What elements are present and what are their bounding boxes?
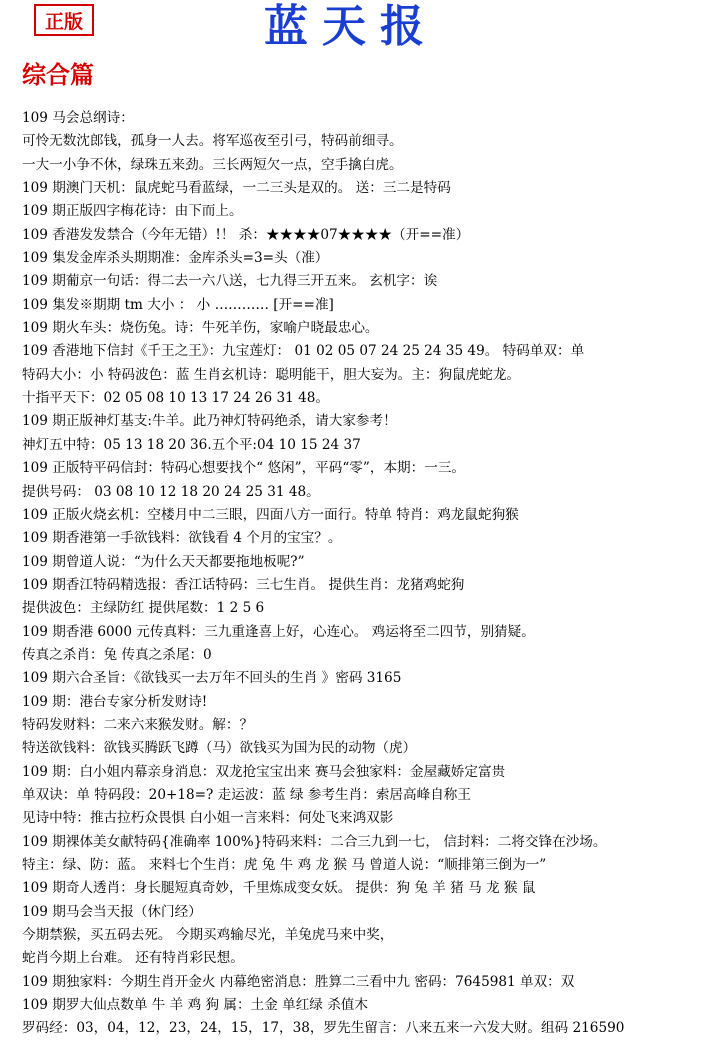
content-line: 109 期：白小姐内幕亲身消息：双龙抢宝宝出来 赛马会独家料：金屋藏娇定富贵 bbox=[22, 763, 506, 780]
content-line: 109 期香港第一手欲钱料：欲钱看 4 个月的宝宝？。 bbox=[22, 530, 342, 547]
content-line: 109 期：港台专家分析发财诗! bbox=[22, 693, 208, 710]
content-line: 109 集发※期期 tm 大小 ： 小 ………… [开==准] bbox=[22, 296, 334, 313]
content-line: 传真之杀肖：兔 传真之杀尾：0 bbox=[22, 646, 212, 663]
content-line: 特主：绿、防：蓝。 来料七个生肖：虎 兔 牛 鸡 龙 猴 马 曾道人说：“顺排第三倒为一” bbox=[22, 857, 547, 873]
content-line: 109 香港地下信封《千王之王》：九宝莲灯： 01 02 05 07 24 25 24 35 49。 特码单双：单 bbox=[22, 343, 585, 360]
content-line: 109 期独家料：今期生肖开金火 内幕绝密消息：胜算二三看中九 密码：7645981 单双：双 bbox=[22, 973, 575, 990]
content-line: 109 期正版四字梅花诗：由下而上。 bbox=[22, 203, 243, 220]
content-line: 见诗中特：推古拉朽众畏惧 白小姐一言来料：何处飞来鸿双影 bbox=[22, 810, 394, 827]
content-line: 109 期裸体美女献特码{准确率 100%}特码来料：二合三九到一七， 信封料：二将交锋在沙场。 bbox=[22, 833, 607, 850]
content-line: 109 马会总纲诗： bbox=[22, 110, 134, 126]
section-heading: 综合篇 bbox=[22, 60, 94, 89]
content-line: 109 期澳门天机：鼠虎蛇马看蓝绿，一二三头是双的。 送：三二是特码 bbox=[22, 180, 451, 197]
content-line: 可怜无数沈郎钱，孤身一人去。将军巡夜至引弓，特码前细寻。 bbox=[22, 133, 403, 150]
content-line: 单双诀：单 特码段：20+18=? 走运波：蓝 绿 参考生肖：索居高峰自称王 bbox=[22, 786, 471, 803]
content-lines bbox=[22, 107, 698, 1041]
content-line: 109 期火车头：烧伤兔。诗：牛死羊伤，家喻户晓最忠心。 bbox=[22, 320, 379, 337]
content-line: 109 正版特平码信封：特码心想要找个“ 悠闲”，平码“零”，本期：一三。 bbox=[22, 460, 466, 477]
content-line: 109 集发金库杀头期期准：金库杀头=3=头（准） bbox=[22, 250, 329, 267]
content-line: 109 期马会当天报（休门经） bbox=[22, 903, 202, 920]
content-line: 今期禁猴，买五码去死。 今期买鸡输尽光，羊兔虎马来中奖， bbox=[22, 927, 394, 944]
content-line: 109 香港发发禁合（今年无错）!！ 杀：★★★★07★★★★（开==准） bbox=[22, 226, 470, 243]
content-line: 109 正版火烧玄机：空楼月中二三眼，四面八方一面行。特单 特肖：鸡龙鼠蛇狗猴 bbox=[22, 506, 519, 523]
content-line: 特码发财料：二来六来猴发财。解：？ bbox=[22, 716, 254, 733]
content-line: 特送欲钱料：欲钱买腾跃飞蹲（马）欲钱买为国为民的动物（虎） bbox=[22, 740, 417, 757]
content-line: 罗码经：03，04，12，23，24，15，17，38，罗先生留言：八来五来一六发大财。组码 216590 bbox=[22, 1020, 625, 1037]
content-line: 109 期香江特码精选报：香江话特码：三七生肖。 提供生肖：龙猪鸡蛇狗 bbox=[22, 576, 465, 593]
content-line: 109 期香港 6000 元传真料：三九重逢喜上好，心连心。 鸡运将至二四节，别猜疑。 bbox=[22, 623, 535, 640]
content-line: 提供号码： 03 08 10 12 18 20 24 25 31 48。 bbox=[22, 483, 320, 500]
content-line: 特码大小：小 特码波色：蓝 生肖玄机诗：聪明能干，胆大妄为。主：狗鼠虎蛇龙。 bbox=[22, 366, 521, 383]
content-line: 提供波色：主绿防红 提供尾数：1 2 5 6 bbox=[22, 600, 265, 617]
content-line: 109 期葡京一句话：得二去一六八送，七九得三开五来。 玄机字：诶 bbox=[22, 273, 438, 290]
content-line: 神灯五中特：05 13 18 20 36.五个平:04 10 15 24 37 bbox=[22, 436, 361, 453]
content-line: 一大一小争不休，绿珠五来劲。三长两短欠一点，空手擒白虎。 bbox=[22, 156, 403, 173]
content-line: 十指平天下：02 05 08 10 13 17 24 26 31 48。 bbox=[22, 390, 330, 407]
newspaper-title: 蓝天报 bbox=[264, 1, 438, 52]
content-line: 109 期六合圣旨：《欲钱买一去万年不回头的生肖 》密码 3165 bbox=[22, 670, 402, 687]
content-line: 109 期罗大仙点数单 牛 羊 鸡 狗 属：土金 单红绿 杀值木 bbox=[22, 997, 368, 1014]
content-line: 109 期正版神灯基支:牛羊。此乃神灯特码绝杀，请大家参考！ bbox=[22, 413, 397, 430]
content-line: 蛇肖今期上台难。 还有特肖彩民想。 bbox=[22, 950, 244, 967]
content-line: 109 期奇人透肖：身长腿短真奇妙，千里炼成变女妖。 提供：狗 兔 羊 猪 马 龙 猴 鼠 bbox=[22, 880, 536, 897]
genuine-badge: 正版 bbox=[34, 4, 94, 36]
content-line: 109 期曾道人说：“为什么天天都要拖地板呢?” bbox=[22, 553, 305, 570]
